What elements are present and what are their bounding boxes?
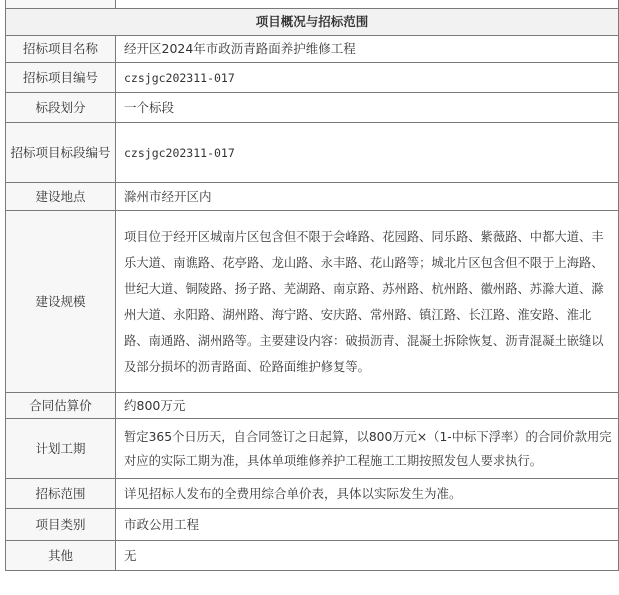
row-value-project-code: czsjgc202311-017 [116,63,619,93]
row-value-scope: 详见招标人发布的全费用综合单价表，具体以实际发生为准。 [116,479,619,509]
row-label-scope: 招标范围 [6,479,116,509]
table-row [6,63,619,93]
row-label-location: 建设地点 [6,183,116,211]
row-label-project-name: 招标项目名称 [6,36,116,63]
row-label-schedule: 计划工期 [6,419,116,479]
row-value-schedule: 暂定365个日历天，自合同签订之日起算，以800万元×（1-中标下浮率）的合同价款用完对应的实际工期为准，具体单项维修养护工程施工工期按照发包人要求执行。 [116,419,619,479]
row-label-other: 其他 [6,541,116,571]
table-row [6,183,619,211]
section-title: 项目概况与招标范围 [6,9,619,36]
table-row [6,509,619,541]
row-label-category: 项目类别 [6,509,116,541]
row-value-other: 无 [116,541,619,571]
table-row [6,123,619,183]
row-value-section-division: 一个标段 [116,93,619,123]
row-label-scale: 建设规模 [6,211,116,393]
row-value-location: 滁州市经开区内 [116,183,619,211]
top-cut-cell-left [6,0,116,9]
table-row [6,419,619,479]
table-row [6,541,619,571]
table-row [6,36,619,63]
top-cut-row [6,0,619,9]
row-label-project-code: 招标项目编号 [6,63,116,93]
row-label-section-division: 标段划分 [6,93,116,123]
row-value-project-name: 经开区2024年市政沥青路面养护维修工程 [116,36,619,63]
row-label-estimated-price: 合同估算价 [6,393,116,419]
table-row [6,93,619,123]
row-value-estimated-price: 约800万元 [116,393,619,419]
row-value-scale: 项目位于经开区城南片区包含但不限于会峰路、花园路、同乐路、紫薇路、中都大道、丰乐大道、南谯路、花亭路、龙山路、永丰路、花山路等；城北片区包含但不限于上海路、世纪大道、铜陵路、扬子路、芜湖路、南京路、苏州路、杭州路、徽州路、苏滁大道、滁州大道、永阳路、湖州路、海宁路、安庆路、常州路、镇江路、长江路、淮安路、淮北路、南通路、湖州路等。主要建设内容：破损沥青、混凝土拆除恢复、沥青混凝土嵌缝以及部分损坏的沥青路面、砼路面维护修复等。 [116,211,619,393]
top-cut-cell-right [116,0,619,9]
table-row [6,393,619,419]
table-row [6,211,619,393]
project-overview-table [5,0,619,571]
section-header-row [6,9,619,36]
table-row [6,479,619,509]
row-value-section-code: czsjgc202311-017 [116,123,619,183]
row-label-section-code: 招标项目标段编号 [6,123,116,183]
row-value-category: 市政公用工程 [116,509,619,541]
